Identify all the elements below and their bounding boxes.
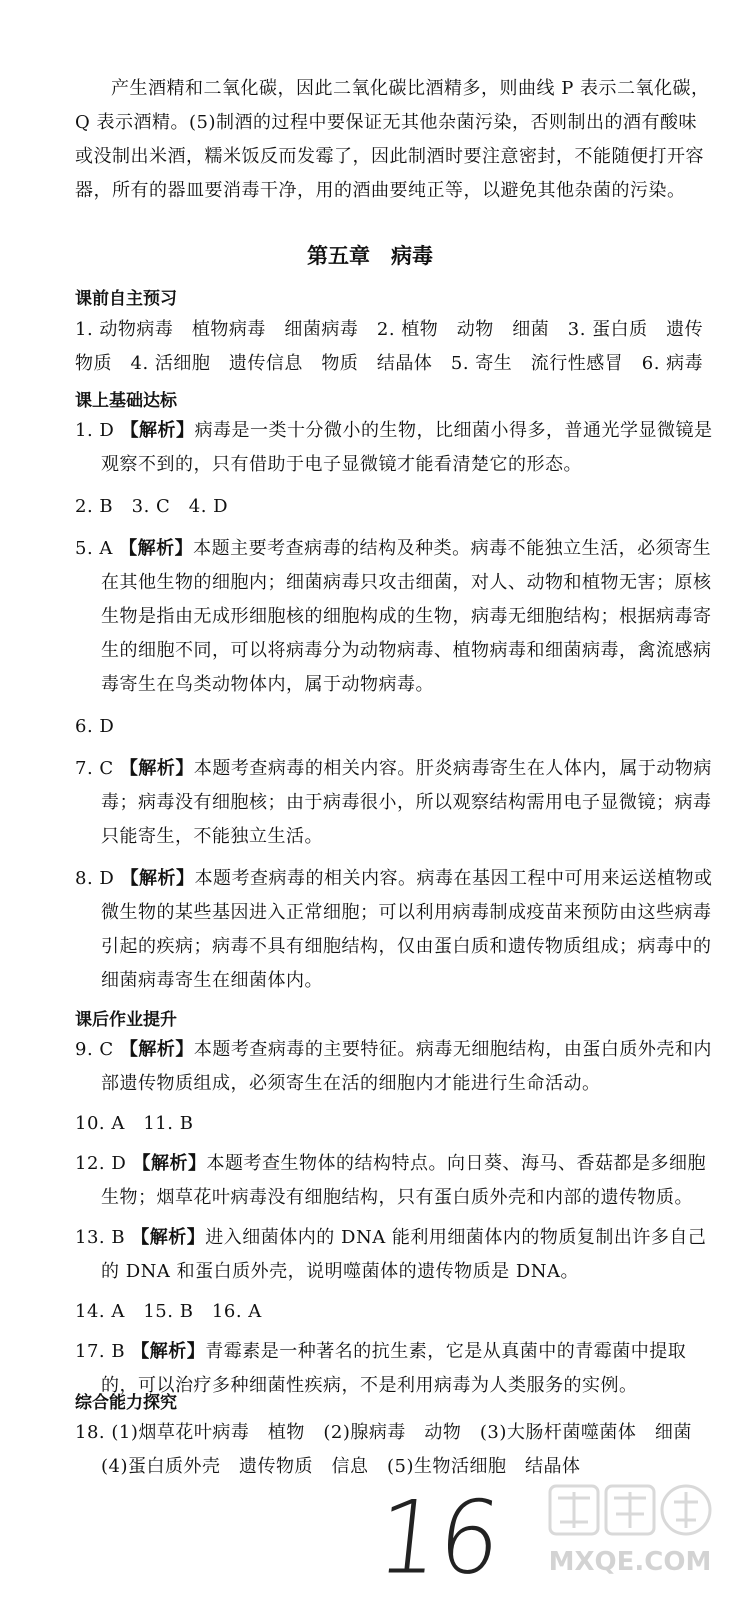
answer-q18 [75,1416,715,1484]
analysis-text: 进入细菌体内的 DNA 能利用细菌体内的物质复制出许多自己的 DNA 和蛋白质外壳，说明噬菌体的遗传物质是 DNA。 [101,1227,707,1282]
answer-label: 8. D [75,868,121,889]
section-after-class: 课后作业提升 [75,1010,177,1030]
answer-q8 [75,862,715,998]
analysis-text: 本题考查病毒的相关内容。病毒在基因工程中可用来运送植物或微生物的某些基因进入正常细胞；可以利用病毒制成疫苗来预防由这些病毒引起的疾病；病毒不具有细胞结构，仅由蛋白质和遗传物质组成；病毒中的细菌病毒寄生在细菌体内。 [101,868,713,991]
answer-q9 [75,1033,715,1101]
intro-paragraph [75,72,715,208]
analysis-tag: 【解析】 [119,1039,194,1060]
analysis-text: 本题考查病毒的相关内容。肝炎病毒寄生在人体内，属于动物病毒；病毒没有细胞核；由于病毒很小，所以观察结构需用电子显微镜；病毒只能寄生，不能独立生活。 [101,758,712,847]
answer-label: 1. D [75,420,121,441]
analysis-tag: 【解析】 [120,868,195,889]
answer-q12 [75,1147,715,1215]
analysis-text: 本题考查生物体的结构特点。向日葵、海马、香菇都是多细胞生物；烟草花叶病毒没有细胞结构，只有蛋白质外壳和内部的遗传物质。 [101,1153,707,1208]
analysis-text: 本题考查病毒的主要特征。病毒无细胞结构，由蛋白质外壳和内部遗传物质组成，必须寄生在活的细胞内才能进行生命活动。 [101,1039,712,1094]
section-pre-study: 课前自主预习 [75,289,177,309]
handwritten-page-number: 16 [371,1479,507,1597]
answer-pre-1 [75,313,715,381]
watermark-logo [530,1478,730,1588]
answer-q5 [75,532,715,702]
analysis-text: 本题主要考查病毒的结构及种类。病毒不能独立生活，必须寄生在其他生物的细胞内；细菌病毒只攻击细菌，对人、动物和植物无害；原核生物是指由无成形细胞核的细胞构成的生物，病毒无细胞结构；根据病毒寄生的细胞不同，可以将病毒分为动物病毒、植物病毒和细菌病毒，禽流感病毒寄生在鸟类动物体内，属于动物病毒。 [101,538,712,695]
answer-label: 9. C [75,1039,120,1060]
watermark-text: MXQE.COM [548,1547,712,1577]
answer-text: 1. 动物病毒 植物病毒 细菌病毒 2. 植物 动物 细菌 3. 蛋白质 遗传物质 4. 活细胞 遗传信息 物质 结晶体 5. 寄生 流行性感冒 6. 病毒 [75,319,704,374]
answer-q13 [75,1221,715,1289]
analysis-tag: 【解析】 [119,758,194,779]
analysis-tag: 【解析】 [120,420,195,441]
answer-label: 13. B [75,1227,132,1248]
answer-q6: 6. D [75,716,115,737]
answer-q7 [75,752,715,854]
answer-label: 12. D [75,1153,133,1174]
answer-label: 5. A [75,538,120,559]
answer-q14-16: 14. A 15. B 16. A [75,1301,262,1322]
answer-text: 18. (1)烟草花叶病毒 植物 (2)腺病毒 动物 (3)大肠杆菌噬菌体 细菌 (4)蛋白质外壳 遗传物质 信息 (5)生物活细胞 结晶体 [75,1422,711,1477]
analysis-tag: 【解析】 [131,1227,206,1248]
analysis-tag: 【解析】 [132,1153,207,1174]
answer-group-class [75,414,715,998]
answer-q10-11: 10. A 11. B [75,1113,194,1134]
chapter-title: 第五章 病毒 [307,244,433,268]
analysis-text: 青霉素是一种著名的抗生素，它是从真菌中的青霉菌中提取的，可以治疗多种细菌性疾病，不是利用病毒为人类服务的实例。 [101,1341,687,1396]
section-comprehensive: 综合能力探究 [75,1393,177,1413]
analysis-text: 病毒是一类十分微小的生物，比细菌小得多，普通光学显微镜是观察不到的，只有借助于电子显微镜才能看清楚它的形态。 [101,420,713,475]
answer-label: 17. B [75,1341,132,1362]
answer-label: 7. C [75,758,120,779]
analysis-tag: 【解析】 [131,1341,206,1362]
analysis-tag: 【解析】 [119,538,194,559]
answer-q1 [75,414,715,482]
section-class-basic: 课上基础达标 [75,391,177,411]
answer-q2-4: 2. B 3. C 4. D [75,496,229,517]
intro-text: 产生酒精和二氧化碳，因此二氧化碳比酒精多，则曲线 P 表示二氧化碳，Q 表示酒精。(5)制酒的过程中要保证无其他杂菌污染，否则制出的酒有酸味或没制出米酒，糯米饭反而发霉了，因此制酒时要注意密封，不能随便打开容器，所有的器皿要消毒干净，用的酒曲要纯正等，以避免其他杂菌的污染。 [75,78,710,201]
answer-group-after [75,1033,715,1403]
